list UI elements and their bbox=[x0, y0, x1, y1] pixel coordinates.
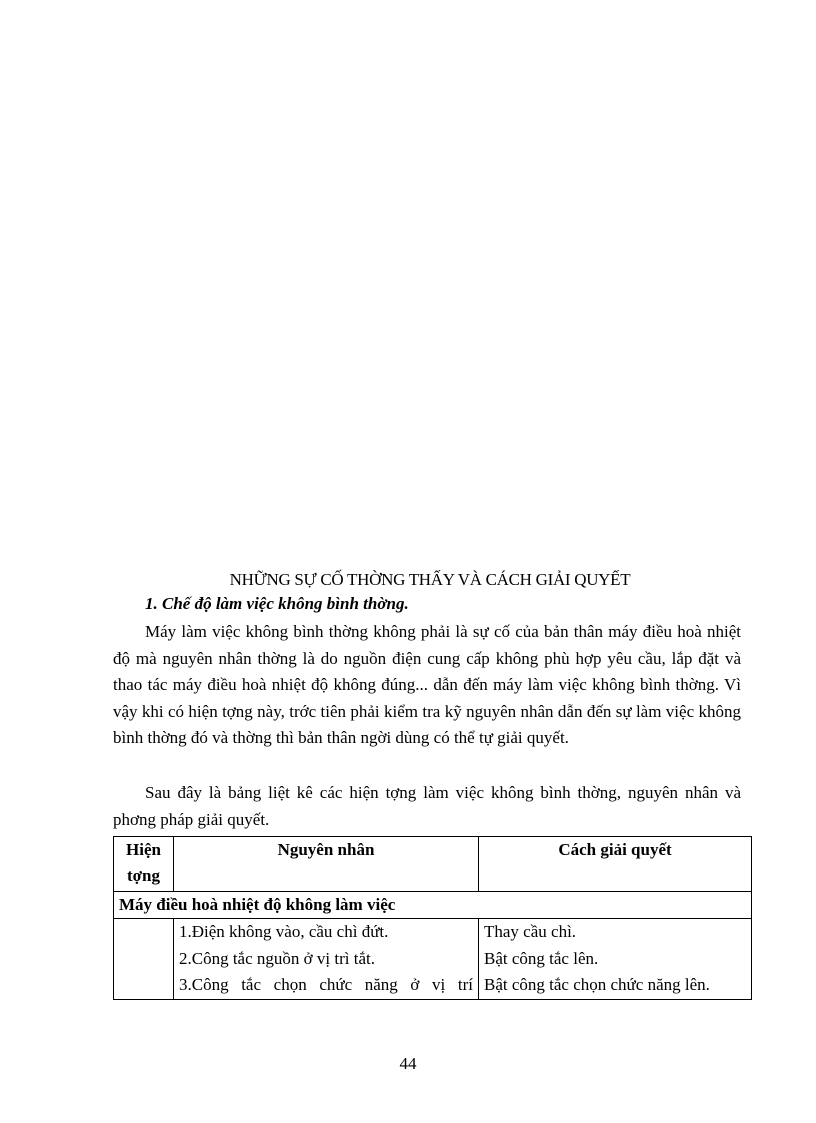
cause-item: 1.Điện không vào, cầu chì đứt. bbox=[179, 922, 389, 941]
header-phenomenon-line2: tợng bbox=[126, 866, 161, 885]
table-row bbox=[114, 919, 752, 1000]
body-paragraph-1: Máy làm việc không bình thờng không phải là sự cố của bản thân máy điều hoà nhiệt độ mà nguyên nhân thờng là do nguồn điện cung cấp không phù hợp yêu cầu, lắp đặt và thao tác máy điều hoà nhiệt độ không đúng... dẫn đến máy làm việc không bình thờng. Vì vậy khi có hiện tợng này, trớc tiên phải kiểm tra kỹ nguyên nhân dẫn đến sự làm việc không bình thờng đó và thờng thì bản thân ngời dùng có thể tự giải quyết. bbox=[113, 622, 741, 747]
group-title: Máy điều hoà nhiệt độ không làm việc bbox=[114, 892, 752, 919]
fault-table bbox=[113, 836, 752, 1000]
table-header-row bbox=[114, 837, 752, 892]
table-group-row bbox=[114, 892, 752, 919]
solution-item: Bật công tắc lên. bbox=[484, 948, 599, 968]
body-paragraph-2: Sau đây là bảng liệt kê các hiện tợng làm việc không bình thờng, nguyên nhân và phơng pháp giải quyết. bbox=[113, 783, 741, 829]
section-title: 1. Chế độ làm việc không bình thờng. bbox=[145, 594, 409, 613]
solution-item: Thay cầu chì. bbox=[484, 922, 577, 941]
solution-item: Bật công tắc chọn chức năng lên. bbox=[484, 975, 710, 994]
page-heading: NHỮNG SỰ CỐ THỜNG THẤY VÀ CÁCH GIẢI QUYẾT bbox=[229, 570, 631, 589]
phenomenon-cell bbox=[114, 919, 174, 1000]
header-solution: Cách giải quyết bbox=[479, 837, 752, 892]
cause-item: 3.Công tắc chọn chức năng ở vị trí bbox=[179, 975, 473, 994]
cause-item: 2.Công tắc nguồn ở vị trì tắt. bbox=[179, 948, 375, 968]
header-phenomenon bbox=[114, 837, 174, 892]
cause-cell bbox=[174, 919, 479, 1000]
header-phenomenon-line1: Hiện bbox=[126, 840, 161, 859]
header-cause: Nguyên nhân bbox=[174, 837, 479, 892]
page-number: 44 bbox=[399, 1054, 417, 1073]
solution-cell bbox=[479, 919, 752, 1000]
